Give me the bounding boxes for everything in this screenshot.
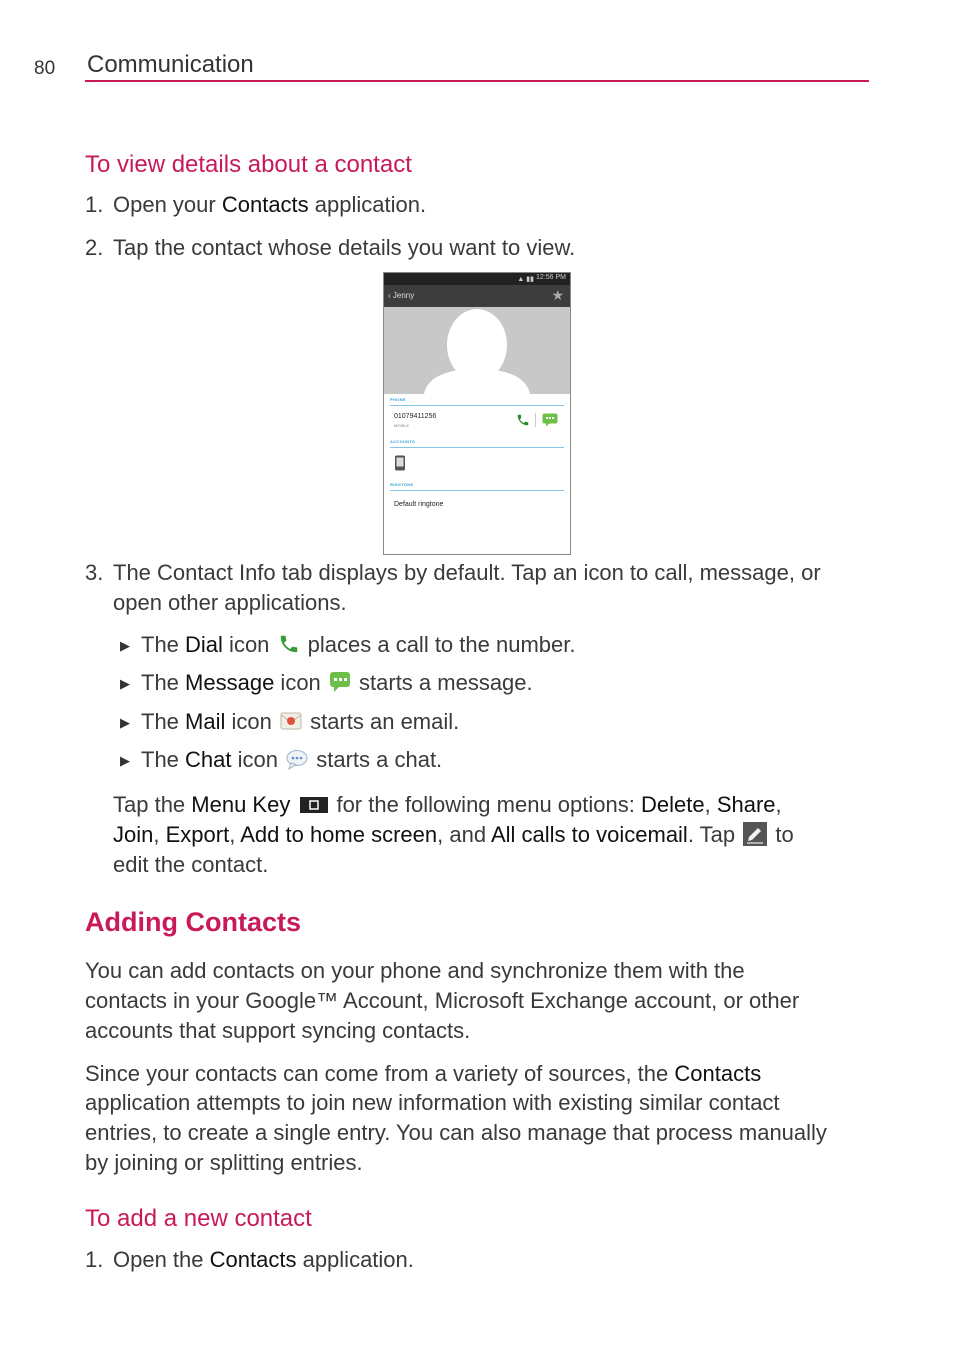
step-3-contact-info: 3. The Contact Info tab displays by default. Tap an icon to call, message, or <box>85 560 821 585</box>
ringtone-value[interactable]: Default ringtone <box>394 501 444 508</box>
accounts-section-divider <box>390 447 564 448</box>
adding-para-2-line-4: by joining or splitting entries. <box>85 1150 363 1175</box>
phone-section-divider <box>390 405 564 406</box>
section-heading-adding-contacts: Adding Contacts <box>85 907 301 937</box>
adding-para-2-line-2: application attempts to join new information with existing similar contact <box>85 1090 780 1115</box>
header-rule <box>85 80 869 82</box>
device-account-icon[interactable] <box>394 455 408 471</box>
adding-para-1-line-2: contacts in your Google™ Account, Microsoft Exchange account, or other <box>85 988 800 1013</box>
bullet-arrow-icon: ▶ <box>120 638 130 653</box>
phone-icon <box>278 633 300 655</box>
menu-options-line-3: edit the contact. <box>113 852 269 877</box>
menu-options-line-1: Tap the Menu Key for the following menu options: Delete, Share, <box>113 792 782 817</box>
step-1-open-contacts: 1. Open your Contacts application. <box>85 192 427 217</box>
chat-icon <box>286 748 308 770</box>
menu-options-line-2: Join, Export, Add to home screen, and All calls to voicemail. Tap to <box>113 822 794 847</box>
contact-action-bar <box>384 285 570 307</box>
person-silhouette-icon <box>384 307 570 394</box>
accounts-section-label: ACCOUNTS <box>390 439 416 444</box>
new-contact-step-1: 1. Open the Contacts application. <box>85 1247 414 1272</box>
status-bar <box>384 273 570 285</box>
contacts-term: Contacts <box>221 192 309 217</box>
ringtone-section-divider <box>390 490 564 491</box>
adding-para-2-line-1: Since your contacts can come from a variety of sources, the Contacts <box>85 1061 762 1086</box>
dial-icon[interactable] <box>516 413 530 427</box>
back-contact-name[interactable]: ‹ Jenny <box>388 291 415 300</box>
step-2-tap-contact: 2. Tap the contact whose details you want to view. <box>85 235 576 260</box>
bullet-dial: The Dial icon places a call to the number. <box>141 632 576 657</box>
ringtone-section-label: RINGTONE <box>390 482 414 487</box>
bullet-arrow-icon: ▶ <box>120 715 130 730</box>
bullet-mail: The Mail icon starts an email. <box>141 709 460 734</box>
menu-key-icon <box>300 797 328 813</box>
mail-icon <box>280 710 302 732</box>
bullet-message: The Message icon starts a message. <box>141 670 533 695</box>
contact-details-screenshot <box>383 272 571 555</box>
bullet-arrow-icon: ▶ <box>120 753 130 768</box>
contact-phone-type: MOBILE <box>394 423 410 428</box>
icon-divider <box>535 413 536 427</box>
message-icon <box>329 671 351 693</box>
page-number: 80 <box>34 58 56 79</box>
adding-para-1-line-3: accounts that support syncing contacts. <box>85 1018 471 1043</box>
edit-pencil-icon <box>743 822 767 846</box>
step-3-continued: open other applications. <box>113 590 347 615</box>
message-icon[interactable] <box>542 413 558 427</box>
subheading-add-new-contact: To add a new contact <box>85 1205 312 1232</box>
chapter-title: Communication <box>87 51 254 78</box>
bullet-arrow-icon: ▶ <box>120 676 130 691</box>
adding-para-1-line-1: You can add contacts on your phone and synchronize them with the <box>85 958 745 983</box>
bullet-chat: The Chat icon starts a chat. <box>141 747 443 772</box>
phone-section-label: PHONE <box>390 397 406 402</box>
contact-photo-placeholder <box>384 307 570 394</box>
star-icon[interactable]: ★ <box>551 287 564 303</box>
contact-phone-number[interactable]: 01079411256 <box>394 413 437 420</box>
subheading-view-details: To view details about a contact <box>85 151 412 178</box>
signal-icon: ▲ ▮▮ <box>517 276 534 283</box>
status-time: 12:56 PM <box>536 274 566 281</box>
adding-para-2-line-3: entries, to create a single entry. You can also manage that process manually <box>85 1120 827 1145</box>
contacts-term: Contacts <box>209 1247 297 1272</box>
